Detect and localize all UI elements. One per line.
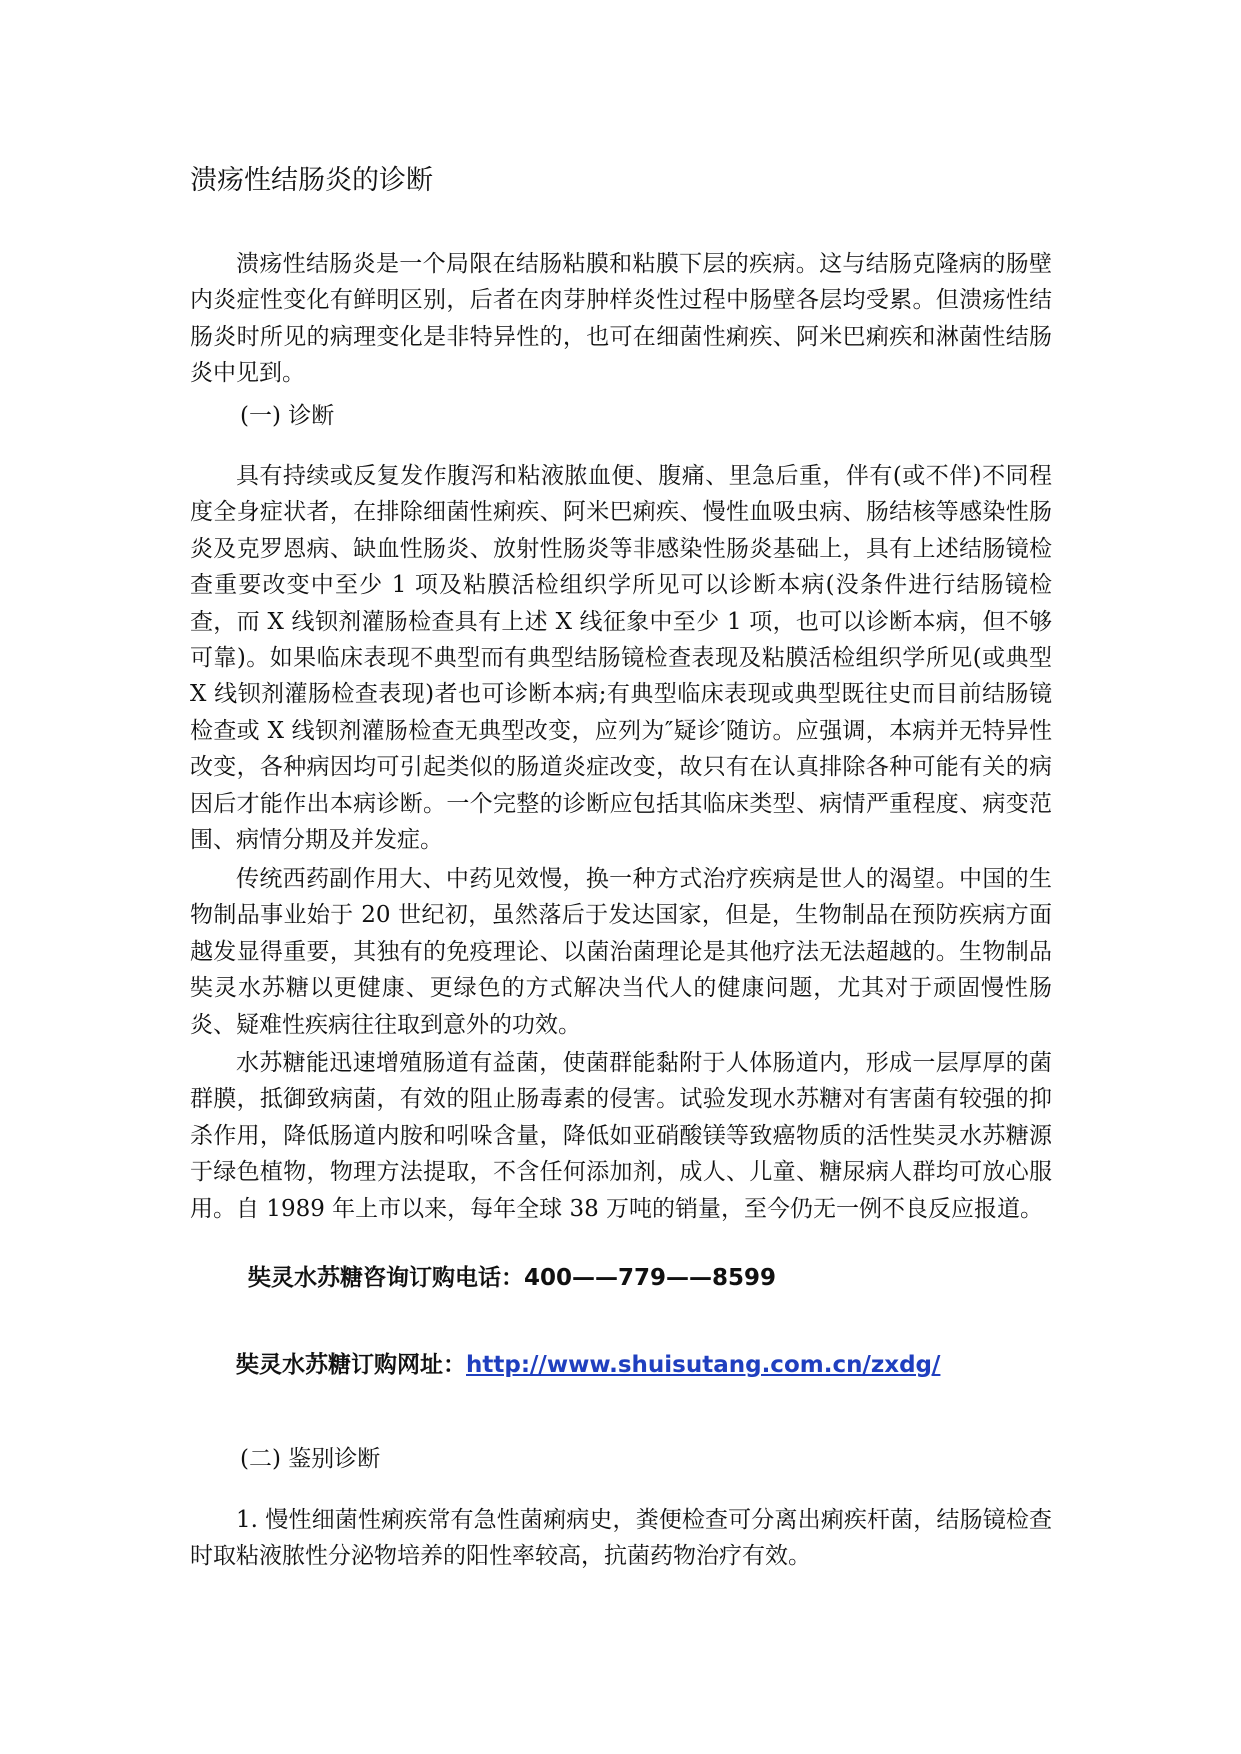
document-title: 溃疡性结肠炎的诊断 [190, 165, 433, 196]
product-paragraph-2: 水苏糖能迅速增殖肠道有益菌，使菌群能黏附于人体肠道内，形成一层厚厚的菌群膜，抵御致病菌，有效的阻止肠毒素的侵害。试验发现水苏糖对有害菌有较强的抑杀作用，降低肠道内胺和吲哚含量，降低如亚硝酸镁等致癌物质的活性奘灵水苏糖源于绿色植物，物理方法提取，不含任何添加剂，成人、儿童、糖尿病人群均可放心服用。自 1989 年上市以来，每年全球 38 万吨的销量，至今仍无一例不良反应报道。 [190, 1050, 1052, 1222]
section-heading-differential: (二) 鉴别诊断 [240, 1446, 381, 1472]
intro-paragraph: 溃疡性结肠炎是一个局限在结肠粘膜和粘膜下层的疾病。这与结肠克隆病的肠壁内炎症性变化有鲜明区别，后者在肉芽肿样炎性过程中肠壁各层均受累。但溃疡性结肠炎时所见的病理变化是非特异性的，也可在细菌性痢疾、阿米巴痢疾和淋菌性结肠炎中见到。 [190, 251, 1052, 387]
differential-item-1: 1. 慢性细菌性痢疾常有急性菌痢病史，粪便检查可分离出痢疾杆菌，结肠镜检查时取粘液脓性分泌物培养的阳性率较高，抗菌药物治疗有效。 [190, 1507, 1052, 1570]
order-url-label: 奘灵水苏糖订购网址： [236, 1352, 466, 1378]
document-page [190, 0, 1052, 1754]
section-heading-diagnosis: (一) 诊断 [240, 403, 335, 429]
order-url-line [236, 1347, 940, 1383]
order-url-link[interactable]: http://www.shuisutang.com.cn/zxdg/ [466, 1352, 941, 1378]
order-phone-line: 奘灵水苏糖咨询订购电话：400——779——8599 [248, 1265, 777, 1291]
product-paragraph-1: 传统西药副作用大、中药见效慢，换一种方式治疗疾病是世人的渴望。中国的生物制品事业始于 20 世纪初，虽然落后于发达国家，但是，生物制品在预防疾病方面越发显得重要，其独有的免疫理论、以菌治菌理论是其他疗法无法超越的。生物制品奘灵水苏糖以更健康、更绿色的方式解决当代人的健康问题，尤其对于顽固慢性肠炎、疑难性疾病往往取到意外的功效。 [190, 866, 1052, 1038]
diagnosis-paragraph: 具有持续或反复发作腹泻和粘液脓血便、腹痛、里急后重，伴有(或不伴)不同程度全身症状者，在排除细菌性痢疾、阿米巴痢疾、慢性血吸虫病、肠结核等感染性肠炎及克罗恩病、缺血性肠炎、放射性肠炎等非感染性肠炎基础上，具有上述结肠镜检查重要改变中至少 1 项及粘膜活检组织学所见可以诊断本病(没条件进行结肠镜检查，而 X 线钡剂灌肠检查具有上述 X 线征象中至少 1 项，也可以诊断本病，但不够可靠)。如果临床表现不典型而有典型结肠镜检查表现及粘膜活检组织学所见(或典型 X 线钡剂灌肠检查表现)者也可诊断本病;有典型临床表现或典型既往史而目前结肠镜检查或 X 线钡剂灌肠检查无典型改变，应列为″疑诊′随访。应强调，本病并无特异性改变，各种病因均可引起类似的肠道炎症改变，故只有在认真排除各种可能有关的病因后才能作出本病诊断。一个完整的诊断应包括其临床类型、病情严重程度、病变范围、病情分期及并发症。 [190, 463, 1052, 854]
